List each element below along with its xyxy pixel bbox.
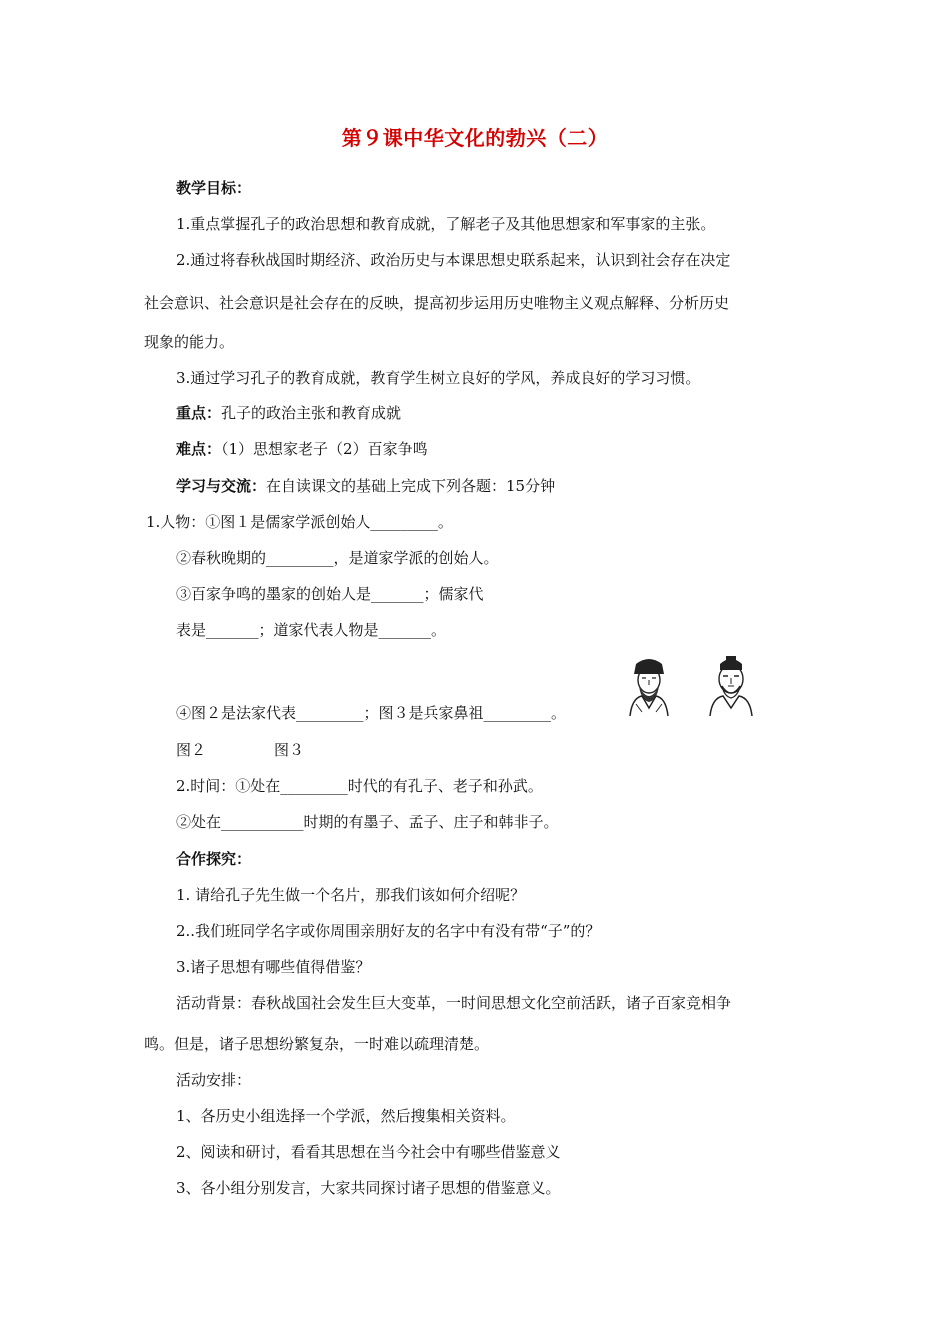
q1-line-4: 表是_______；道家代表人物是_______。 <box>176 621 447 639</box>
difficulty-text: （1）思想家老子（2）百家争鸣 <box>221 440 428 458</box>
key-point-label: 重点： <box>176 404 222 422</box>
q1-line-2: ②春秋晚期的_________，是道家学派的创始人。 <box>176 549 499 567</box>
goal-item-2-line-2: 社会意识、社会意识是社会存在的反映，提高初步运用历史唯物主义观点解释、分析历史 <box>144 294 730 312</box>
q1-line-3: ③百家争鸣的墨家的创始人是_______；儒家代 <box>176 585 484 603</box>
key-point-text: 孔子的政治主张和教育成就 <box>221 404 402 422</box>
inquiry-item-1: 1. 请给孔子先生做一个名片，那我们该如何介绍呢？ <box>176 886 526 904</box>
q2-line-1: 2.时间：①处在_________时代的有孔子、老子和孙武。 <box>176 777 543 795</box>
difficulty-label: 难点： <box>176 440 222 458</box>
inquiry-item-3: 3.诸子思想有哪些值得借鉴？ <box>176 958 371 976</box>
figure-3-caption: 图３ <box>274 741 305 759</box>
q1-line-5: ④图２是法家代表_________；图３是兵家鼻祖_________。 <box>176 704 567 722</box>
goal-item-2-line-1: 2.通过将春秋战国时期经济、政治历史与本课思想史联系起来，认识到社会存在决定 <box>176 251 731 269</box>
arrangement-item-2: 2、阅读和研讨，看看其思想在当今社会中有哪些借鉴意义 <box>176 1143 561 1161</box>
arrangement-item-3: 3、各小组分别发言，大家共同探讨诸子思想的借鉴意义。 <box>176 1179 561 1197</box>
q2-line-2: ②处在___________时期的有墨子、孟子、庄子和韩非子。 <box>176 813 559 831</box>
study-instruction <box>176 476 555 496</box>
figure-3-portrait <box>704 654 758 716</box>
figure-2-portrait <box>622 656 676 716</box>
inquiry-item-2: 2..我们班同学名字或你周围亲朋好友的名字中有没有带“子”的？ <box>176 922 601 940</box>
difficulty <box>176 439 428 459</box>
study-label: 学习与交流： <box>176 477 267 495</box>
goal-item-1: 1.重点掌握孔子的政治思想和教育成就，了解老子及其他思想家和军事家的主张。 <box>176 215 716 233</box>
study-text: 在自读课文的基础上完成下列各题：15分钟 <box>266 477 556 495</box>
goal-item-2-line-3: 现象的能力。 <box>144 333 235 351</box>
key-point <box>176 403 401 423</box>
goal-item-3: 3.通过学习孔子的教育成就，教育学生树立良好的学风，养成良好的学习习惯。 <box>176 369 701 387</box>
activity-arrangement-heading: 活动安排： <box>176 1071 252 1089</box>
figure-2-caption: 图２ <box>176 741 207 759</box>
activity-background-line-2: 鸣。但是，诸子思想纷繁复杂，一时难以疏理清楚。 <box>144 1035 490 1053</box>
page-title: 第９课中华文化的勃兴（二） <box>341 126 609 150</box>
q1-line-1: 1.人物：①图１是儒家学派创始人_________。 <box>146 513 453 531</box>
inquiry-heading: 合作探究： <box>176 850 252 868</box>
activity-background-line-1: 活动背景：春秋战国社会发生巨大变革，一时间思想文化空前活跃，诸子百家竞相争 <box>176 994 732 1012</box>
goals-heading: 教学目标： <box>176 179 252 197</box>
arrangement-item-1: 1、各历史小组选择一个学派，然后搜集相关资料。 <box>176 1107 516 1125</box>
